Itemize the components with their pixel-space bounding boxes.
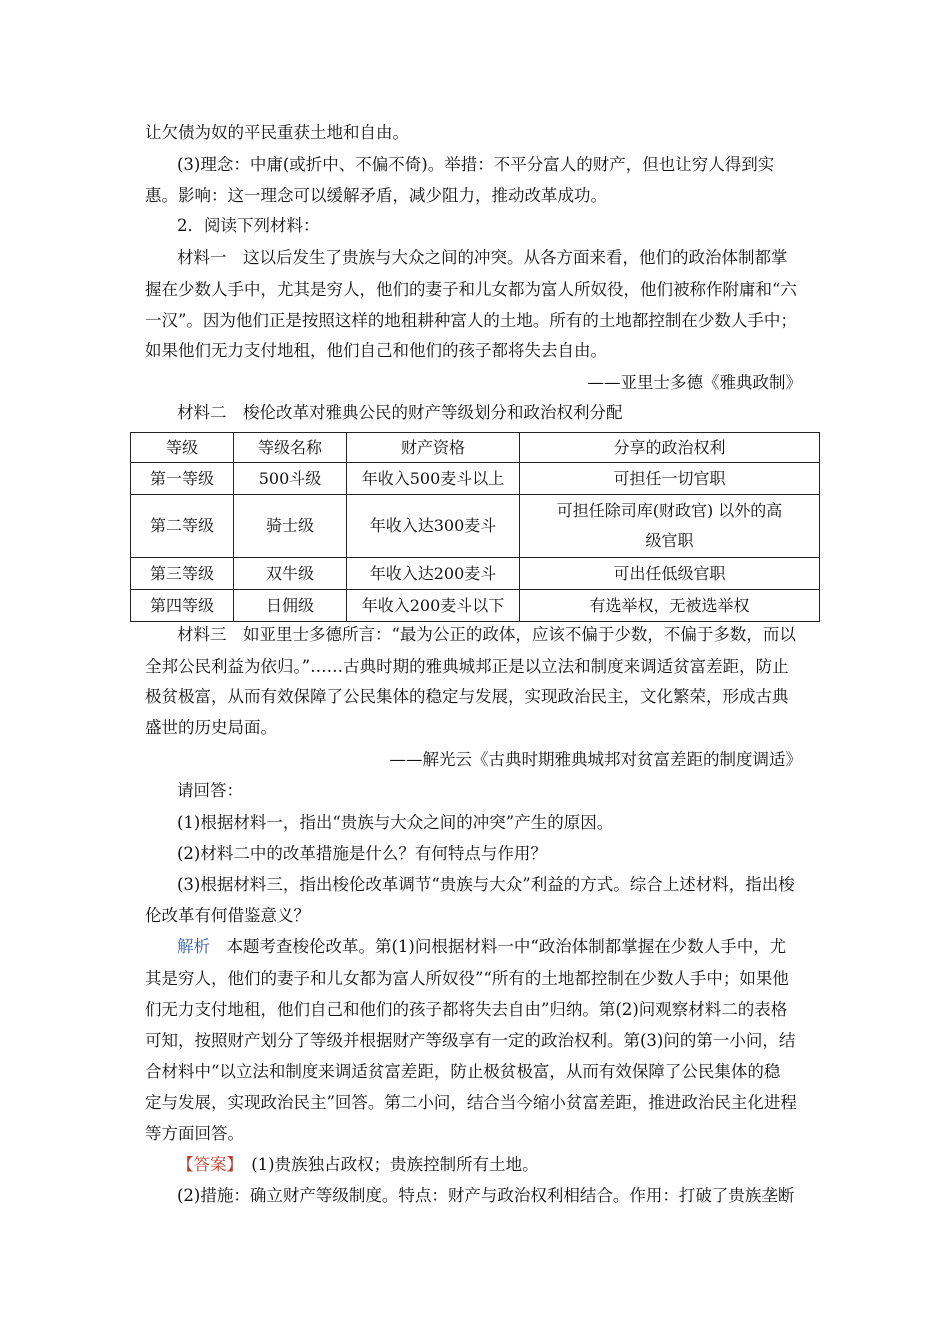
table-cell: 第二等级 <box>131 495 234 558</box>
answer-text: (1)贵族独占政权；贵族控制所有土地。 <box>251 1155 539 1174</box>
table-row <box>131 590 820 622</box>
material-line: 材料一 这以后发生了贵族与大众之间的冲突。从各方面来看，他们的政治体制都掌 <box>177 248 788 267</box>
property-class-table <box>130 432 820 622</box>
material-line: 极贫极富，从而有效保障了公民集体的稳定与发展，实现政治民主，文化繁荣，形成古典 <box>145 687 789 706</box>
table-cell: 年收入达300麦斗 <box>347 495 520 558</box>
analysis-label: 解析 <box>177 937 210 956</box>
table-cell: 有选举权，无被选举权 <box>520 590 820 622</box>
material-line: 盛世的历史局面。 <box>145 718 277 737</box>
table-header: 等级 <box>131 433 234 463</box>
text-line: 让欠债为奴的平民重获土地和自由。 <box>145 123 409 142</box>
table-cell: 500斗级 <box>234 463 347 495</box>
question-line: (3)根据材料三，指出梭伦改革调节“贵族与大众”利益的方式。综合上述材料，指出梭 <box>177 875 795 894</box>
cell-line: 级官职 <box>645 531 694 550</box>
analysis-line: 等方面回答。 <box>145 1124 244 1143</box>
table-cell: 可担任一切官职 <box>520 463 820 495</box>
material-source: ——解光云《古典时期雅典城邦对贫富差距的制度调适》 <box>389 750 802 769</box>
table-cell: 第一等级 <box>131 463 234 495</box>
material-line: 握在少数人手中，尤其是穷人，他们的妻子和儿女都为富人所奴役，他们被称作附庸和“六 <box>145 280 797 299</box>
table-row <box>131 463 820 495</box>
table-cell: 年收入达200麦斗 <box>347 558 520 590</box>
answer-line <box>177 1154 857 1176</box>
analysis-line: 合材料中“以立法和制度来调适贫富差距，防止极贫极富，从而有效保障了公民集体的稳 <box>145 1062 781 1081</box>
table-cell: 骑士级 <box>234 495 347 558</box>
table-header-row <box>131 433 820 463</box>
text-line: 惠。影响：这一理念可以缓解矛盾，减少阻力，推动改革成功。 <box>145 186 607 205</box>
analysis-line: 可知，按照财产划分了等级并根据财产等级享有一定的政治权利。第(3)问的第一小问，结 <box>145 1031 796 1050</box>
material-line: 一汉”。因为他们正是按照这样的地租耕种富人的土地。所有的土地都控制在少数人手中； <box>145 311 797 330</box>
material-line: 全邦公民利益为依归。”……古典时期的雅典城邦正是以立法和制度来调适贫富差距，防止 <box>145 657 789 676</box>
table-cell: 年收入500麦斗以上 <box>347 463 520 495</box>
question-line: (2)材料二中的改革措施是什么？有何特点与作用？ <box>177 844 547 863</box>
table-cell: 年收入200麦斗以下 <box>347 590 520 622</box>
cell-line: 可担任除司库(财政官) 以外的高 <box>556 501 783 520</box>
table-header: 分享的政治权利 <box>520 433 820 463</box>
table-cell: 双牛级 <box>234 558 347 590</box>
table-cell: 第四等级 <box>131 590 234 622</box>
analysis-text: 本题考查梭伦改革。第(1)问根据材料一中“政治体制都掌握在少数人手中，尤 <box>226 937 787 956</box>
table-cell: 日佣级 <box>234 590 347 622</box>
table-title: 材料二 梭伦改革对雅典公民的财产等级划分和政治权利分配 <box>177 403 623 422</box>
ask-label: 请回答： <box>177 781 243 800</box>
material-line: 如果他们无力支付地租，他们自己和他们的孩子都将失去自由。 <box>145 341 607 360</box>
question-intro: 2．阅读下列材料： <box>177 216 320 235</box>
analysis-line: 定与发展，实现政治民主”回答。第二小问，结合当今缩小贫富差距，推进政治民主化进程 <box>145 1093 797 1112</box>
question-line: (1)根据材料一，指出“贵族与大众之间的冲突”产生的原因。 <box>177 813 614 832</box>
table-row <box>131 495 820 558</box>
material-line: 材料三 如亚里士多德所言：“最为公正的政体，应该不偏于少数，不偏于多数，而以 <box>177 625 796 644</box>
table-cell <box>520 495 820 558</box>
answer-label: 【答案】 <box>177 1155 235 1174</box>
table-header: 等级名称 <box>234 433 347 463</box>
table-header: 财产资格 <box>347 433 520 463</box>
analysis-line: 其是穷人，他们的妻子和儿女都为富人所奴役”“所有的土地都控制在少数人手中；如果他 <box>145 969 789 988</box>
answer-line: (2)措施：确立财产等级制度。特点：财产与政治权利相结合。作用：打破了贵族垄断 <box>177 1186 795 1205</box>
question-line: 伦改革有何借鉴意义？ <box>145 906 310 925</box>
table-row <box>131 558 820 590</box>
table-cell: 可出任低级官职 <box>520 558 820 590</box>
table-cell: 第三等级 <box>131 558 234 590</box>
text-line: (3)理念：中庸(或折中、不偏不倚)。举措：不平分富人的财产，但也让穷人得到实 <box>177 155 775 174</box>
material-source: ——亚里士多德《雅典政制》 <box>587 373 802 392</box>
analysis-line <box>177 936 857 958</box>
analysis-line: 们无力支付地租，他们自己和他们的孩子都将失去自由”归纳。第(2)问观察材料二的表格 <box>145 1000 788 1019</box>
